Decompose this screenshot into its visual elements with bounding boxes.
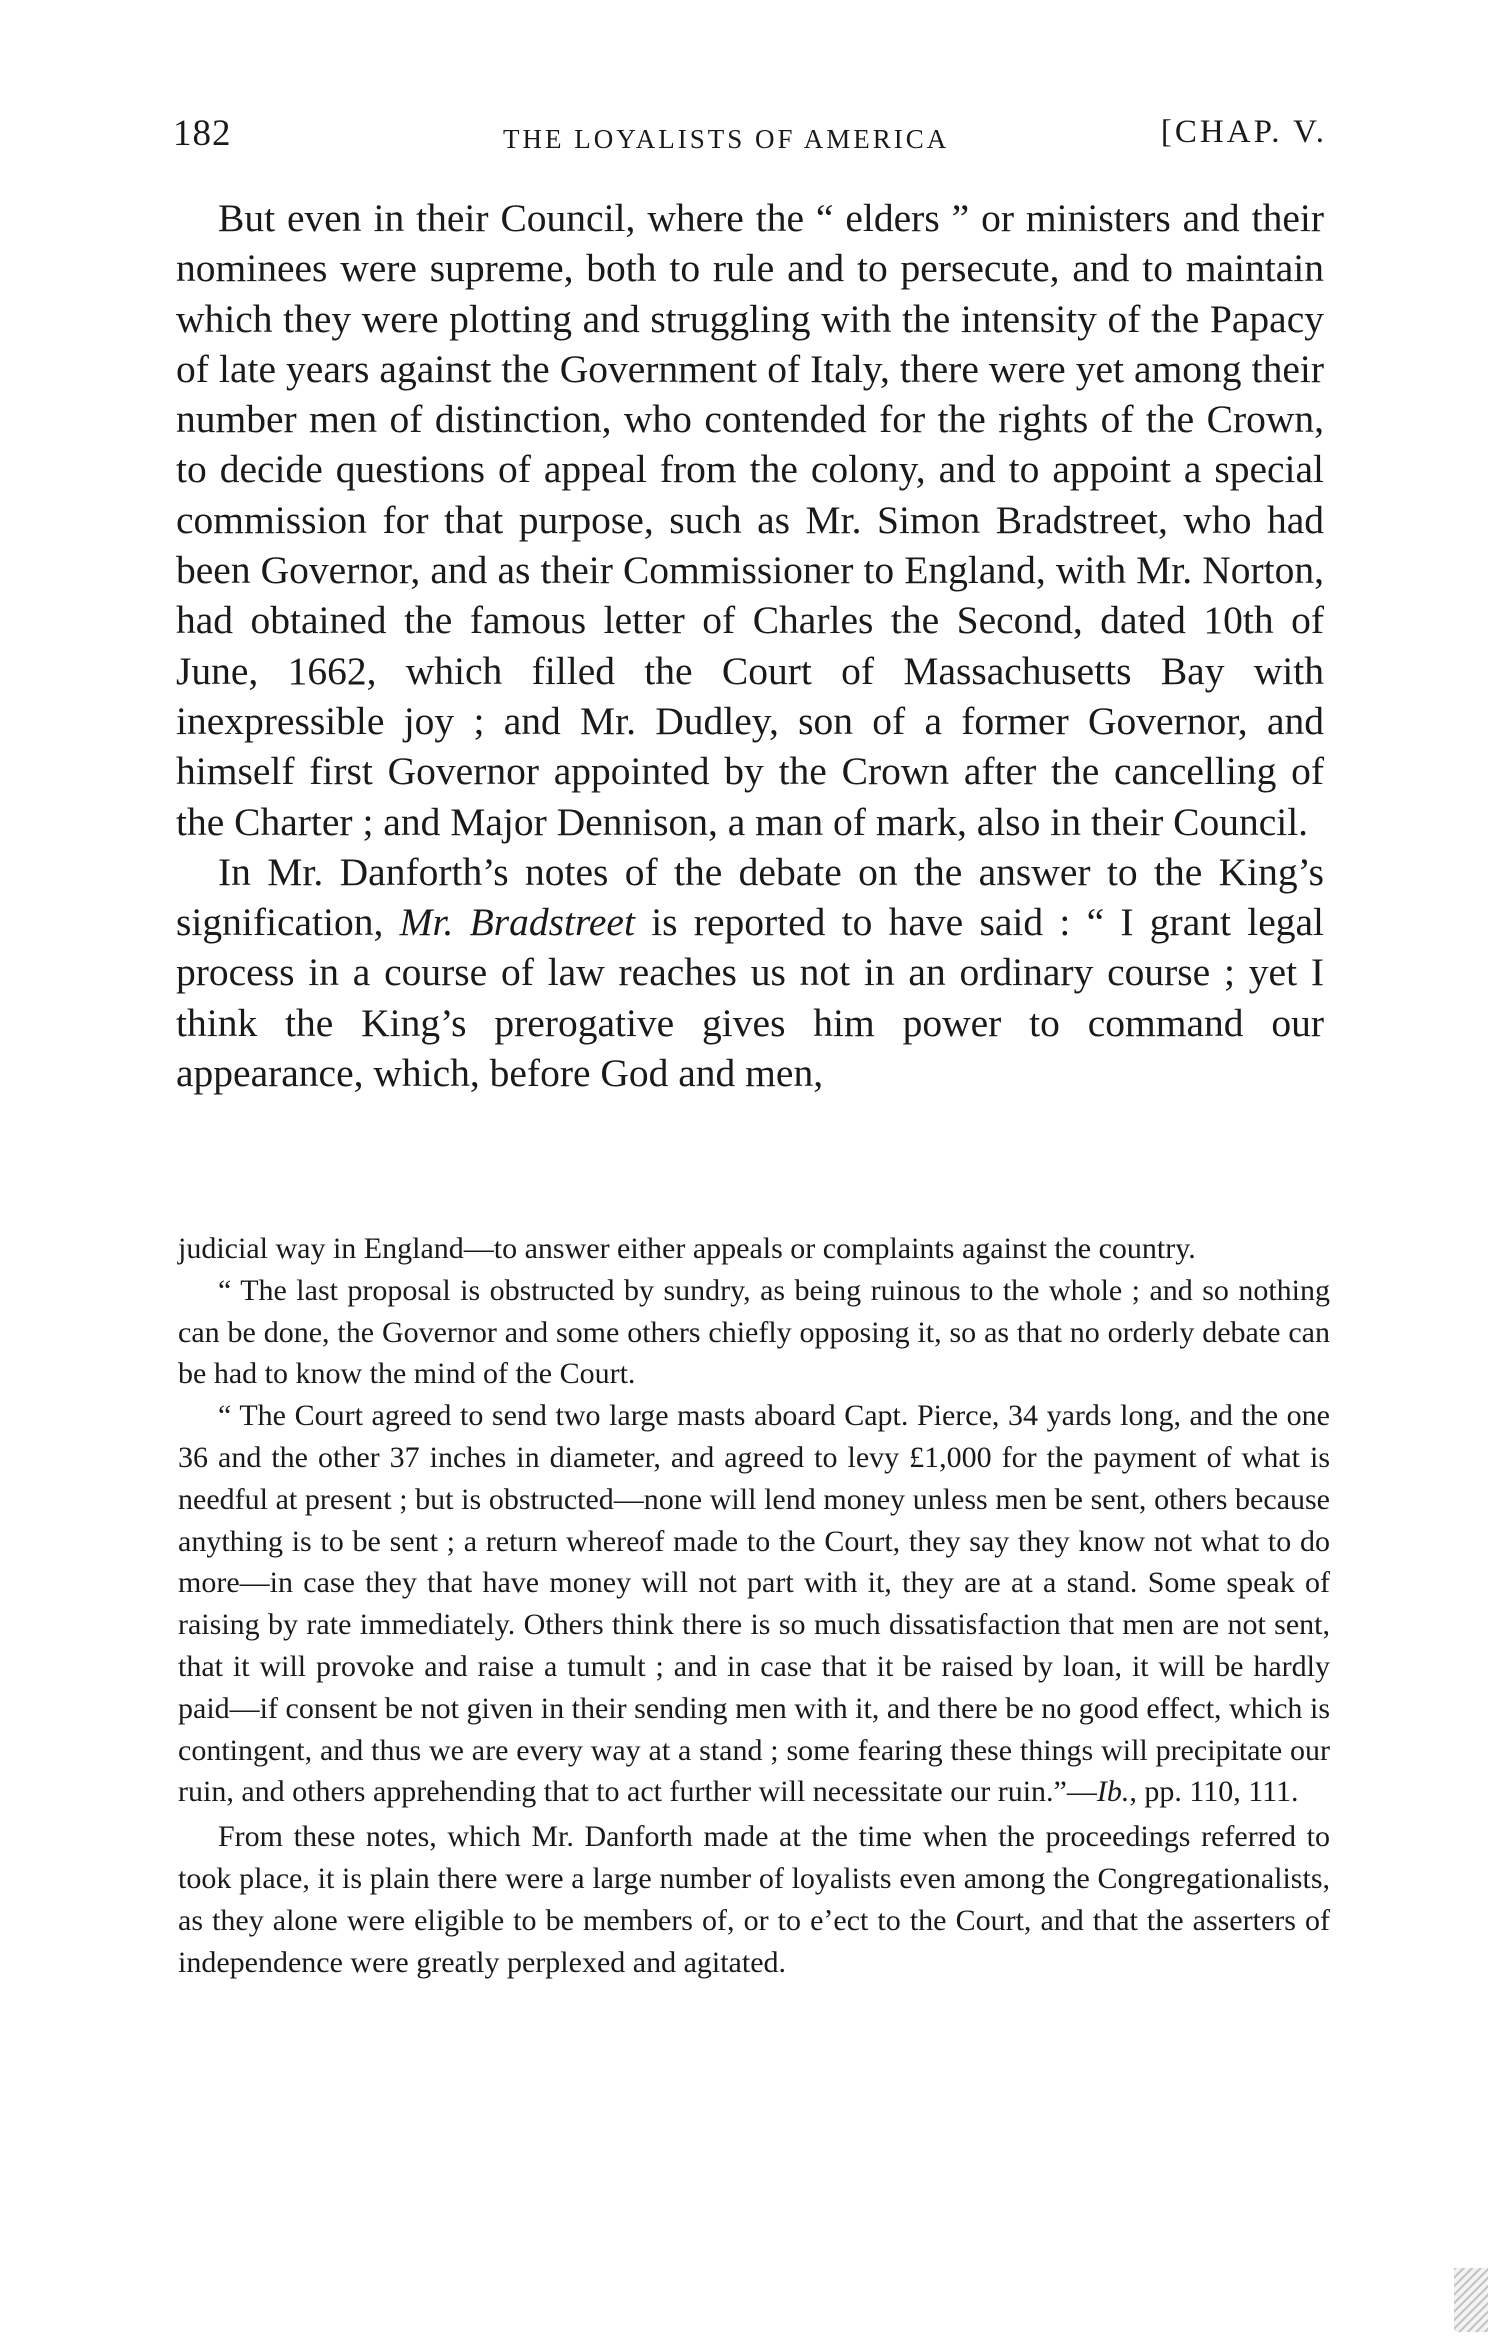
footnote-reference-ibid: Ib.: [1096, 1775, 1130, 1809]
footnote-block: [178, 1228, 1330, 1983]
page-corner-scan-mark: [1454, 2268, 1488, 2332]
footnote-quote: “ The Court agreed to send two large masts aboard Capt. Pierce, 34 yards long, and the one 36 and the other 37 inches in diameter, and agreed to levy £1,000 for the payment of what is needful at present ; but is obstructed—none will lend money unless men be sent, others because anything is to be sent ; a return whereof made to the Court, they say they know not what to do more—in case they that have money will not part with it, they are at a stand. Some speak of raising by rate immediately. Others think there is so much dissatisfaction that men are not sent, that it will provoke and raise a tumult ; and in case that it be raised by loan, it will be hardly paid—if consent be not given in their sending men with it, and there be no good effect, which is contingent, and thus we are every way at a stand ; some fearing these things will precipitate our ruin, and others apprehending that to act further will necessitate our ruin.”—: [178, 1399, 1330, 1809]
footnote-reference-pages: , pp. 110, 111.: [1129, 1775, 1299, 1809]
body-paragraph-2: [176, 847, 1324, 1098]
running-title: THE LOYALISTS OF AMERICA: [503, 124, 950, 154]
chapter-label: [CHAP. V.: [1160, 114, 1327, 150]
paragraph-2-lead: In Mr. Danforth’s notes of the debate on the answer to the King’s signification,: [176, 849, 1324, 945]
page-number: 182: [173, 113, 232, 154]
footnote-paragraph-1: “ The last proposal is obstructed by sundry, as being ruinous to the whole ; and so nothing can be done, the Governor and some others chiefly opposing it, so as that no orderly debate can be had to know the mind of the Court.: [178, 1273, 1330, 1391]
page-header: [173, 112, 1333, 172]
main-text: [176, 193, 1324, 1098]
footnote-continuation: judicial way in England—to answer either appeals or complaints against the country.: [178, 1232, 1196, 1265]
body-paragraph-1: But even in their Council, where the “ elders ” or ministers and their nominees were supreme, both to rule and to persecute, and to maintain which they were plotting and struggling with the intensity of the Papacy of late years against the Government of Italy, there were yet among their number men of distinction, who contended for the rights of the Crown, to decide questions of appeal from the colony, and to appoint a special commission for that purpose, such as Mr. Simon Bradstreet, who had been Governor, and as their Commissioner to England, with Mr. Norton, had obtained the famous letter of Charles the Second, dated 10th of June, 1662, which filled the Court of Massachusetts Bay with inexpressible joy ; and Mr. Dudley, son of a former Governor, and himself first Governor appointed by the Crown after the cancelling of the Charter ; and Major Dennison, a man of mark, also in their Council.: [176, 196, 1324, 844]
paragraph-2-quote: is reported to have said : “ I grant legal process in a course of law reaches us not in an ordinary course ; yet I think the King’s prerogative gives him power to command our appearance, which, before God and men,: [176, 900, 1324, 1096]
closing-paragraph: From these notes, which Mr. Danforth made at the time when the proceedings referred to took place, it is plain there were a large number of loyalists even among the Congregationalists, as they alone were eligible to be members of, or to eʼect to the Court, and that the asserters of independence were greatly perplexed and agitated.: [178, 1820, 1330, 1979]
speaker-name: Mr. Bradstreet: [399, 900, 635, 945]
footnote-paragraph-2: [178, 1395, 1330, 1813]
